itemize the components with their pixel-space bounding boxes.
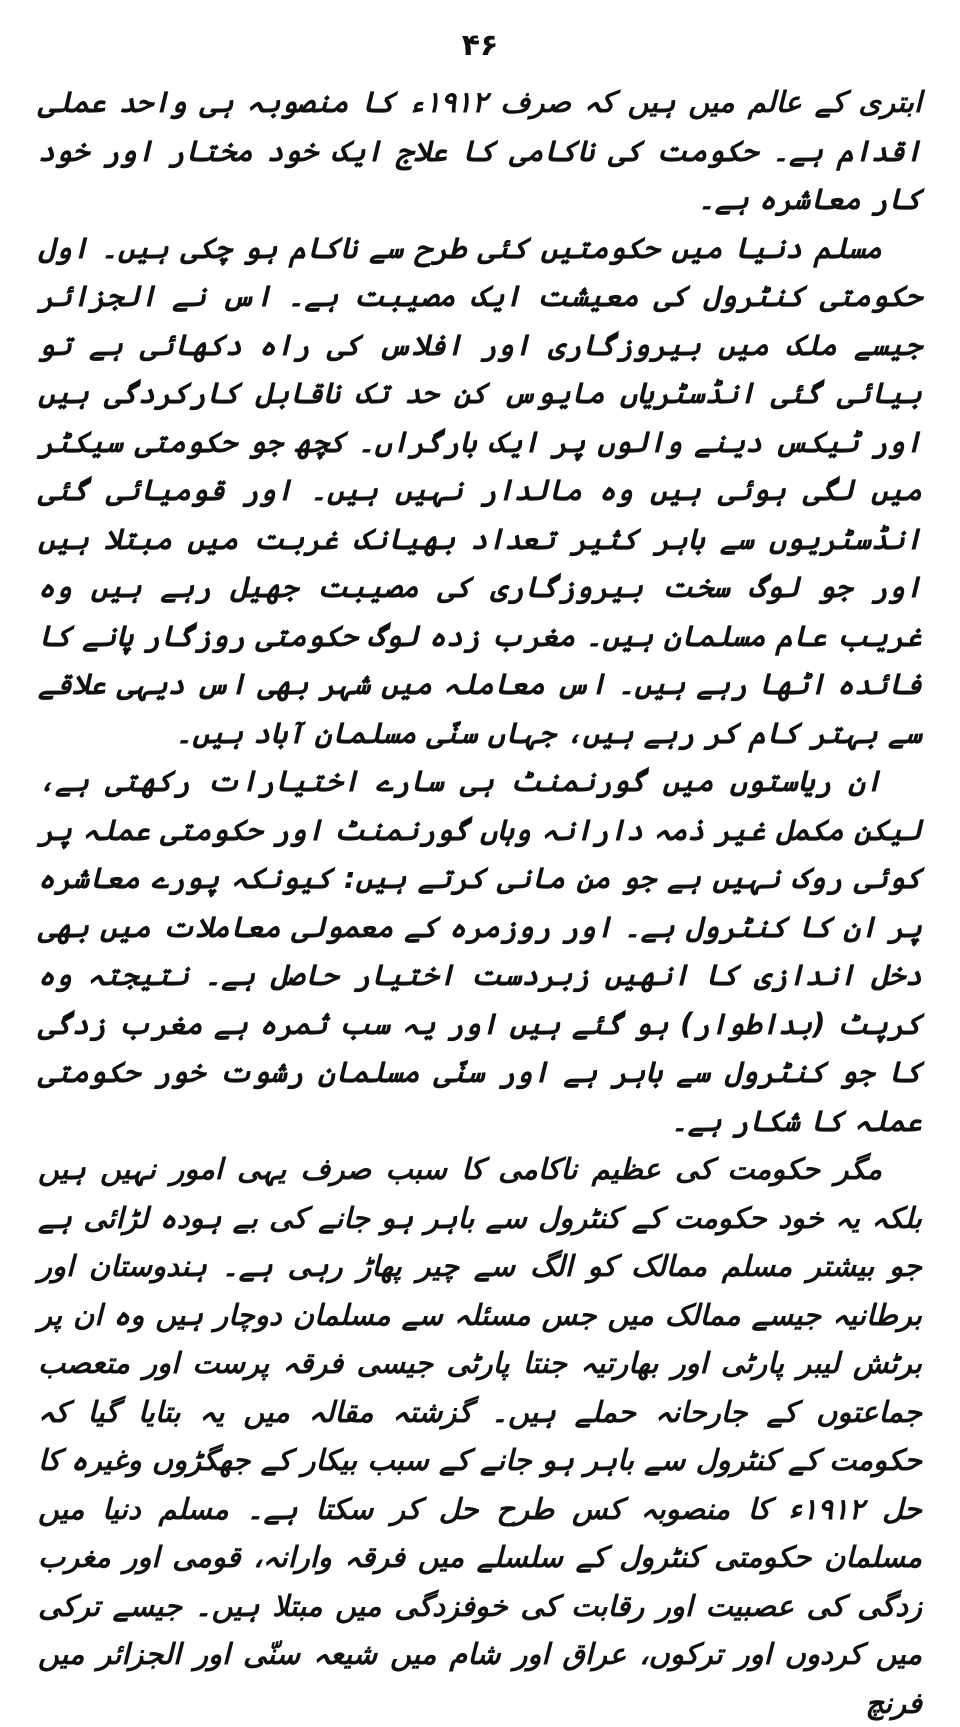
body-text bbox=[38, 78, 922, 1727]
paragraph-4: مگر حکومت کی عظیم ناکامی کا سبب صرف یہی امور نہیں ہیں بلکہ یہ خود حکومت کے کنٹرول سے باہر ہو جانے کی بے ہودہ لڑائی ہے جو بیشتر مسلم ممالک کو الگ سے چیر پھاڑ رہی ہے۔ ہندوستان اور برطانیہ جیسے ممالک میں جس مسئلہ سے مسلمان دوچار ہیں وہ ان پر برٹش لیبر پارٹی اور بھارتیہ جنتا پارٹی جیسی فرقہ پرست اور متعصب جماعتوں کے جارحانہ حملے ہیں۔ گزشتہ مقالہ میں یہ بتایا گیا کہ حکومت کے کنٹرول سے باہر ہو جانے کے سبب بیکار کے جھگڑوں وغیرہ کا حل ۱۹۱۲ء کا منصوبہ کس طرح حل کر سکتا ہے۔ مسلم دنیا میں مسلمان حکومتی کنٹرول کے سلسلے میں فرقہ وارانہ، قومی اور مغرب زدگی کی عصبیت اور رقابت کی خوفزدگی میں مبتلا ہیں۔ جیسے ترکی میں کردوں اور ترکوں، عراق اور شام میں شیعہ سنّی اور الجزائر میں فرنچ bbox=[38, 1152, 922, 1720]
paragraph-1: ابتری کے عالم میں ہیں کہ صرف ۱۹۱۲ء کا منصوبہ ہی واحد عملی اقدام ہے۔ حکومت کی ناکامی کا علاج ایک خود مختار اور خود کار معاشرہ ہے۔ bbox=[38, 85, 922, 216]
page-number: ۴۶ bbox=[461, 28, 499, 63]
paragraph-2: مسلم دنیا میں حکومتیں کئی طرح سے ناکام ہو چکی ہیں۔ اول حکومتی کنٹرول کی معیشت ایک مصیبت ہے۔ اس نے الجزائر جیسے ملک میں بیروزگاری اور افلاس کی راہ دکھائی ہے تو بیائی گئی انڈسٹریاں مایوس کن حد تک ناقابل کارکردگی ہیں اور ٹیکس دینے والوں پر ایک بارگراں۔ کچھ جو حکومتی سیکٹر میں لگی ہوئی ہیں وہ مالدار نہیں ہیں۔ اور قومیائی گئی انڈسٹریوں سے باہر کثیر تعداد بھیانک غربت میں مبتلا ہیں اور جو لوگ سخت بیروزگاری کی مصیبت جھیل رہے ہیں وہ غریب عام مسلمان ہیں۔ مغرب زدہ لوگ حکومتی روزگار پانے کا فائدہ اٹھا رہے ہیں۔ اس معاملہ میں شہر بھی اس دیہی علاقے سے بہتر کام کر رہے ہیں، جہاں سنّی مسلمان آباد ہیں۔ bbox=[38, 230, 922, 750]
paragraph-3: ان ریاستوں میں گورنمنٹ ہی سارے اختیارات رکھتی ہے، لیکن مکمل غیر ذمہ دارانہ وہاں گورنمنٹ اور حکومتی عملہ پر کوئی روک نہیں ہے جو من مانی کرتے ہیں: کیونکہ پورے معاشرہ پر ان کا کنٹرول ہے۔ اور روزمرہ کے معمولی معاملات میں بھی دخل اندازی کا انھیں زبردست اختیار حاصل ہے۔ نتیجتہ وہ کرپٹ (بداطوار) ہو گئے ہیں اور یہ سب ثمرہ ہے مغرب زدگی کا جو کنٹرول سے باہر ہے اور سنّی مسلمان رشوت خور حکومتی عملہ کا شکار ہے۔ bbox=[38, 764, 922, 1138]
